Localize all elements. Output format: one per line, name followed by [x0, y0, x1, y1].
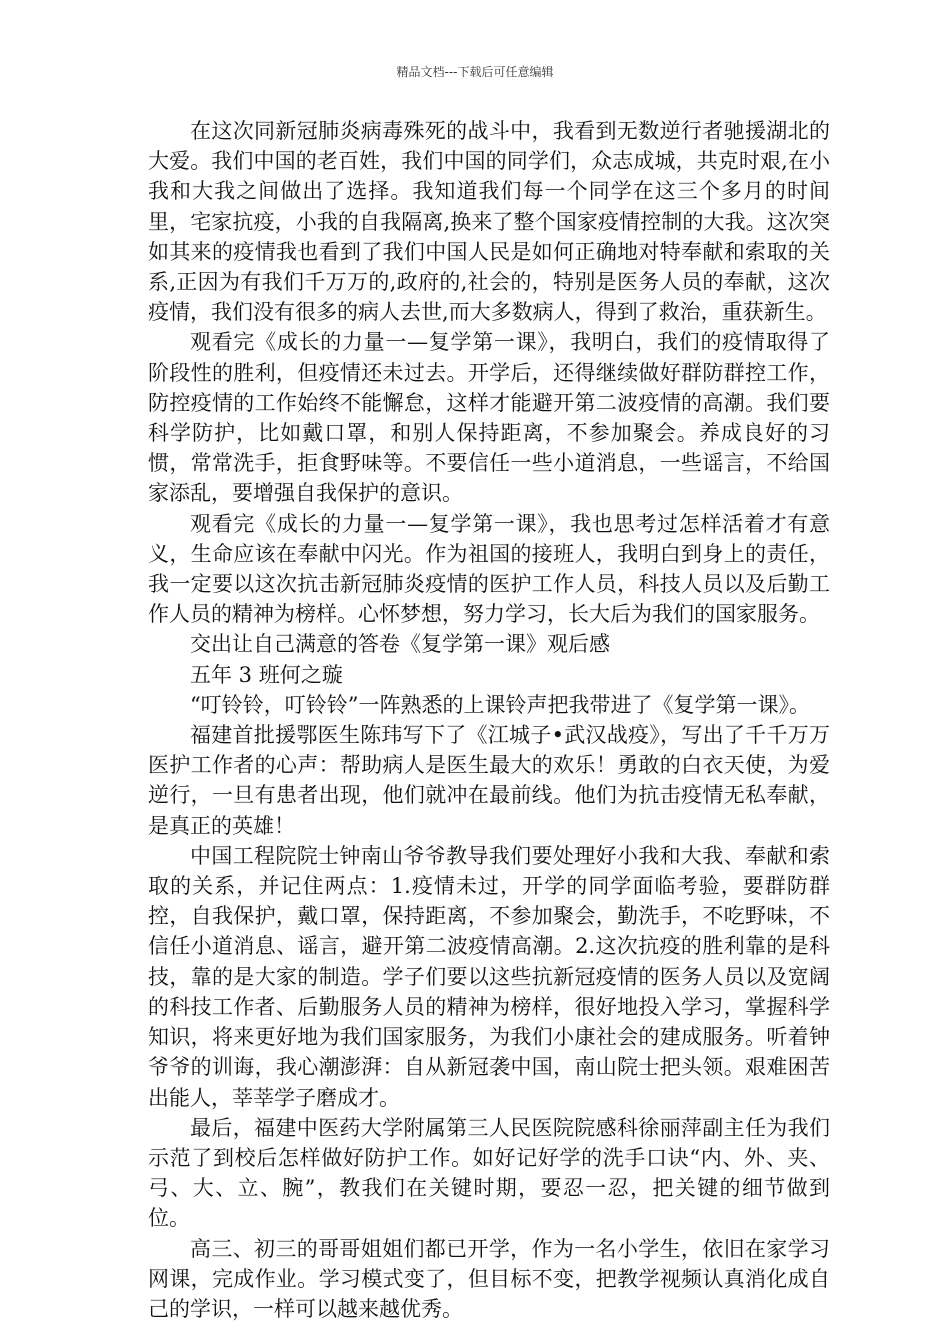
- paragraph: 观看完《成长的力量一—复学第一课》，我明白，我们的疫情取得了阶段性的胜利，但疫情还未过去。开学后，还得继续做好群防群控工作，防控疫情的工作始终不能懈怠，这样才能避开第二波疫情的高潮。我们要科学防护，比如戴口罩，和别人保持距离，不参加聚会。养成良好的习惯，常常洗手，拒食野味等。不要信任一些小道消息，一些谣言，不给国家添乱，要增强自我保护的意识。: [148, 330, 830, 506]
- page-header: 精品文档---下载后可任意编辑: [396, 65, 554, 79]
- paragraph: “叮铃铃，叮铃铃”一阵熟悉的上课铃声把我带进了《复学第一课》。: [190, 692, 810, 717]
- paragraph: 福建首批援鄂医生陈玮写下了《江城子•武汉战疫》，写出了千千万万医护工作者的心声：帮助病人是医生最大的欢乐！勇敢的白衣天使，为爱逆行，一旦有患者出现，他们就冲在最前线。他们为抗击疫情无私奉献，是真正的英雄！: [148, 723, 830, 838]
- paragraph: 中国工程院院士钟南山爷爷教导我们要处理好小我和大我、奉献和索取的关系，并记住两点：1.疫情未过，开学的同学面临考验，要群防群控，自我保护，戴口罩，保持距离，不参加聚会，勤洗手，不吃野味，不信任小道消息、谣言，避开第二波疫情高潮。2.这次抗疫的胜利靠的是科技，靠的是大家的制造。学子们要以这些抗新冠疫情的医务人员以及宽阔的科技工作者、后勤服务人员的精神为榜样，很好地投入学习，掌握科学知识，将来更好地为我们国家服务，为我们小康社会的建成服务。听着钟爷爷的训诲，我心潮澎湃：自从新冠袭中国，南山院士把头领。艰难困苦出能人，莘莘学子磨成才。: [148, 843, 830, 1110]
- paragraph: 观看完《成长的力量一—复学第一课》，我也思考过怎样活着才有意义，生命应该在奉献中闪光。作为祖国的接班人，我明白到身上的责任，我一定要以这次抗击新冠肺炎疫情的医护工作人员，科技人员以及后勤工作人员的精神为榜样。心怀梦想，努力学习，长大后为我们的国家服务。: [148, 511, 830, 627]
- essay-title: 交出让自己满意的答卷《复学第一课》观后感: [190, 632, 610, 657]
- author-line: 五年 3 班何之璇: [190, 662, 343, 687]
- paragraph: 高三、初三的哥哥姐姐们都已开学，作为一名小学生，依旧在家学习网课，完成作业。学习模式变了，但目标不变，把教学视频认真消化成自己的学识，一样可以越来越优秀。: [148, 1236, 830, 1321]
- document-body: [148, 116, 830, 1324]
- paragraph: 最后，福建中医药大学附属第三人民医院院感科徐丽萍副主任为我们示范了到校后怎样做好防护工作。如好记好学的洗手口诀“内、外、夹、弓、大、立、腕”，教我们在关键时期，要忍一忍，把关键的细节做到位。: [148, 1115, 830, 1231]
- paragraph: 在这次同新冠肺炎病毒殊死的战斗中，我看到无数逆行者驰援湖北的大爱。我们中国的老百姓，我们中国的同学们，众志成城，共克时艰,在小我和大我之间做出了选择。我知道我们每一个同学在这三个多月的时间里，宅家抗疫，小我的自我隔离,换来了整个国家疫情控制的大我。这次突如其来的疫情我也看到了我们中国人民是如何正确地对特奉献和索取的关系,正因为有我们千万万的,政府的,社会的，特别是医务人员的奉献，这次疫情，我们没有很多的病人去世,而大多数病人，得到了救治，重获新生。: [148, 119, 830, 325]
